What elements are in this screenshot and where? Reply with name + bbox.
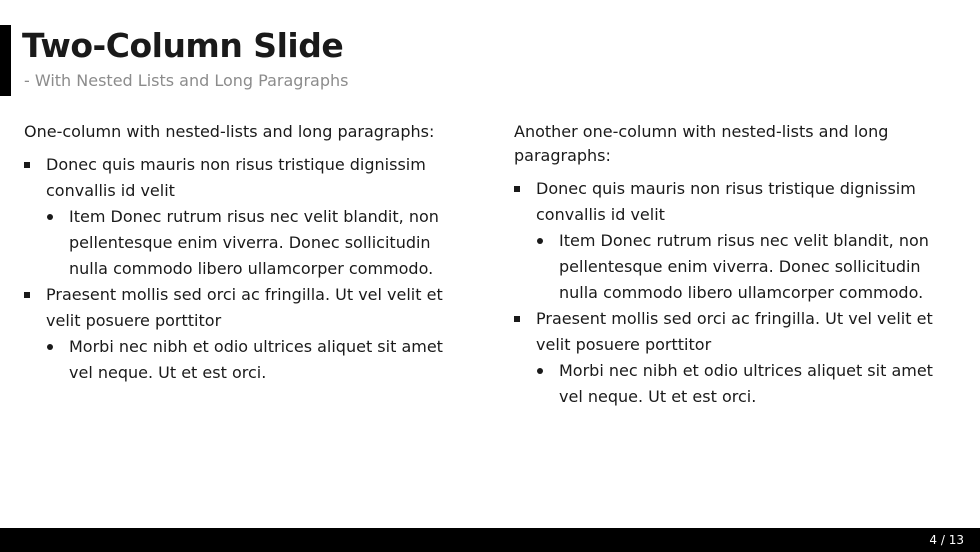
nested-list [46,334,464,386]
slide-title: Two-Column Slide [22,26,344,65]
list-item-text: Donec quis mauris non risus tristique dignissim convallis id velit [536,179,916,224]
slide-subtitle: - With Nested Lists and Long Paragraphs [24,71,349,90]
list-item-text: Donec quis mauris non risus tristique dignissim convallis id velit [46,155,426,200]
nested-list-item: Item Donec rutrum risus nec velit blandit, non pellentesque enim viverra. Donec sollicitudin nulla commodo libero ullamcorper commodo. [536,228,954,306]
list-item-text: Praesent mollis sed orci ac fringilla. Ut vel velit et velit posuere porttitor [536,309,933,354]
slide-footer [0,528,980,552]
page-number: 4 / 13 [929,533,964,547]
right-column-list [514,176,954,410]
nested-list-item: Item Donec rutrum risus nec velit blandit, non pellentesque enim viverra. Donec sollicitudin nulla commodo libero ullamcorper commodo. [46,204,464,282]
nested-list [536,228,954,306]
nested-list-item: Morbi nec nibh et odio ultrices aliquet sit amet vel neque. Ut et est orci. [46,334,464,386]
nested-list [536,358,954,410]
list-item [514,176,954,306]
list-item-text: Praesent mollis sed orci ac fringilla. Ut vel velit et velit posuere porttitor [46,285,443,330]
list-item [514,306,954,410]
nested-list-item: Morbi nec nibh et odio ultrices aliquet sit amet vel neque. Ut et est orci. [536,358,954,410]
right-column [514,120,954,410]
title-accent-bar [0,25,11,96]
list-item [24,152,464,282]
list-item [24,282,464,386]
right-column-lead: Another one-column with nested-lists and long paragraphs: [514,122,889,165]
left-column [24,120,464,386]
left-column-list [24,152,464,386]
left-column-lead: One-column with nested-lists and long paragraphs: [24,122,435,141]
nested-list [46,204,464,282]
